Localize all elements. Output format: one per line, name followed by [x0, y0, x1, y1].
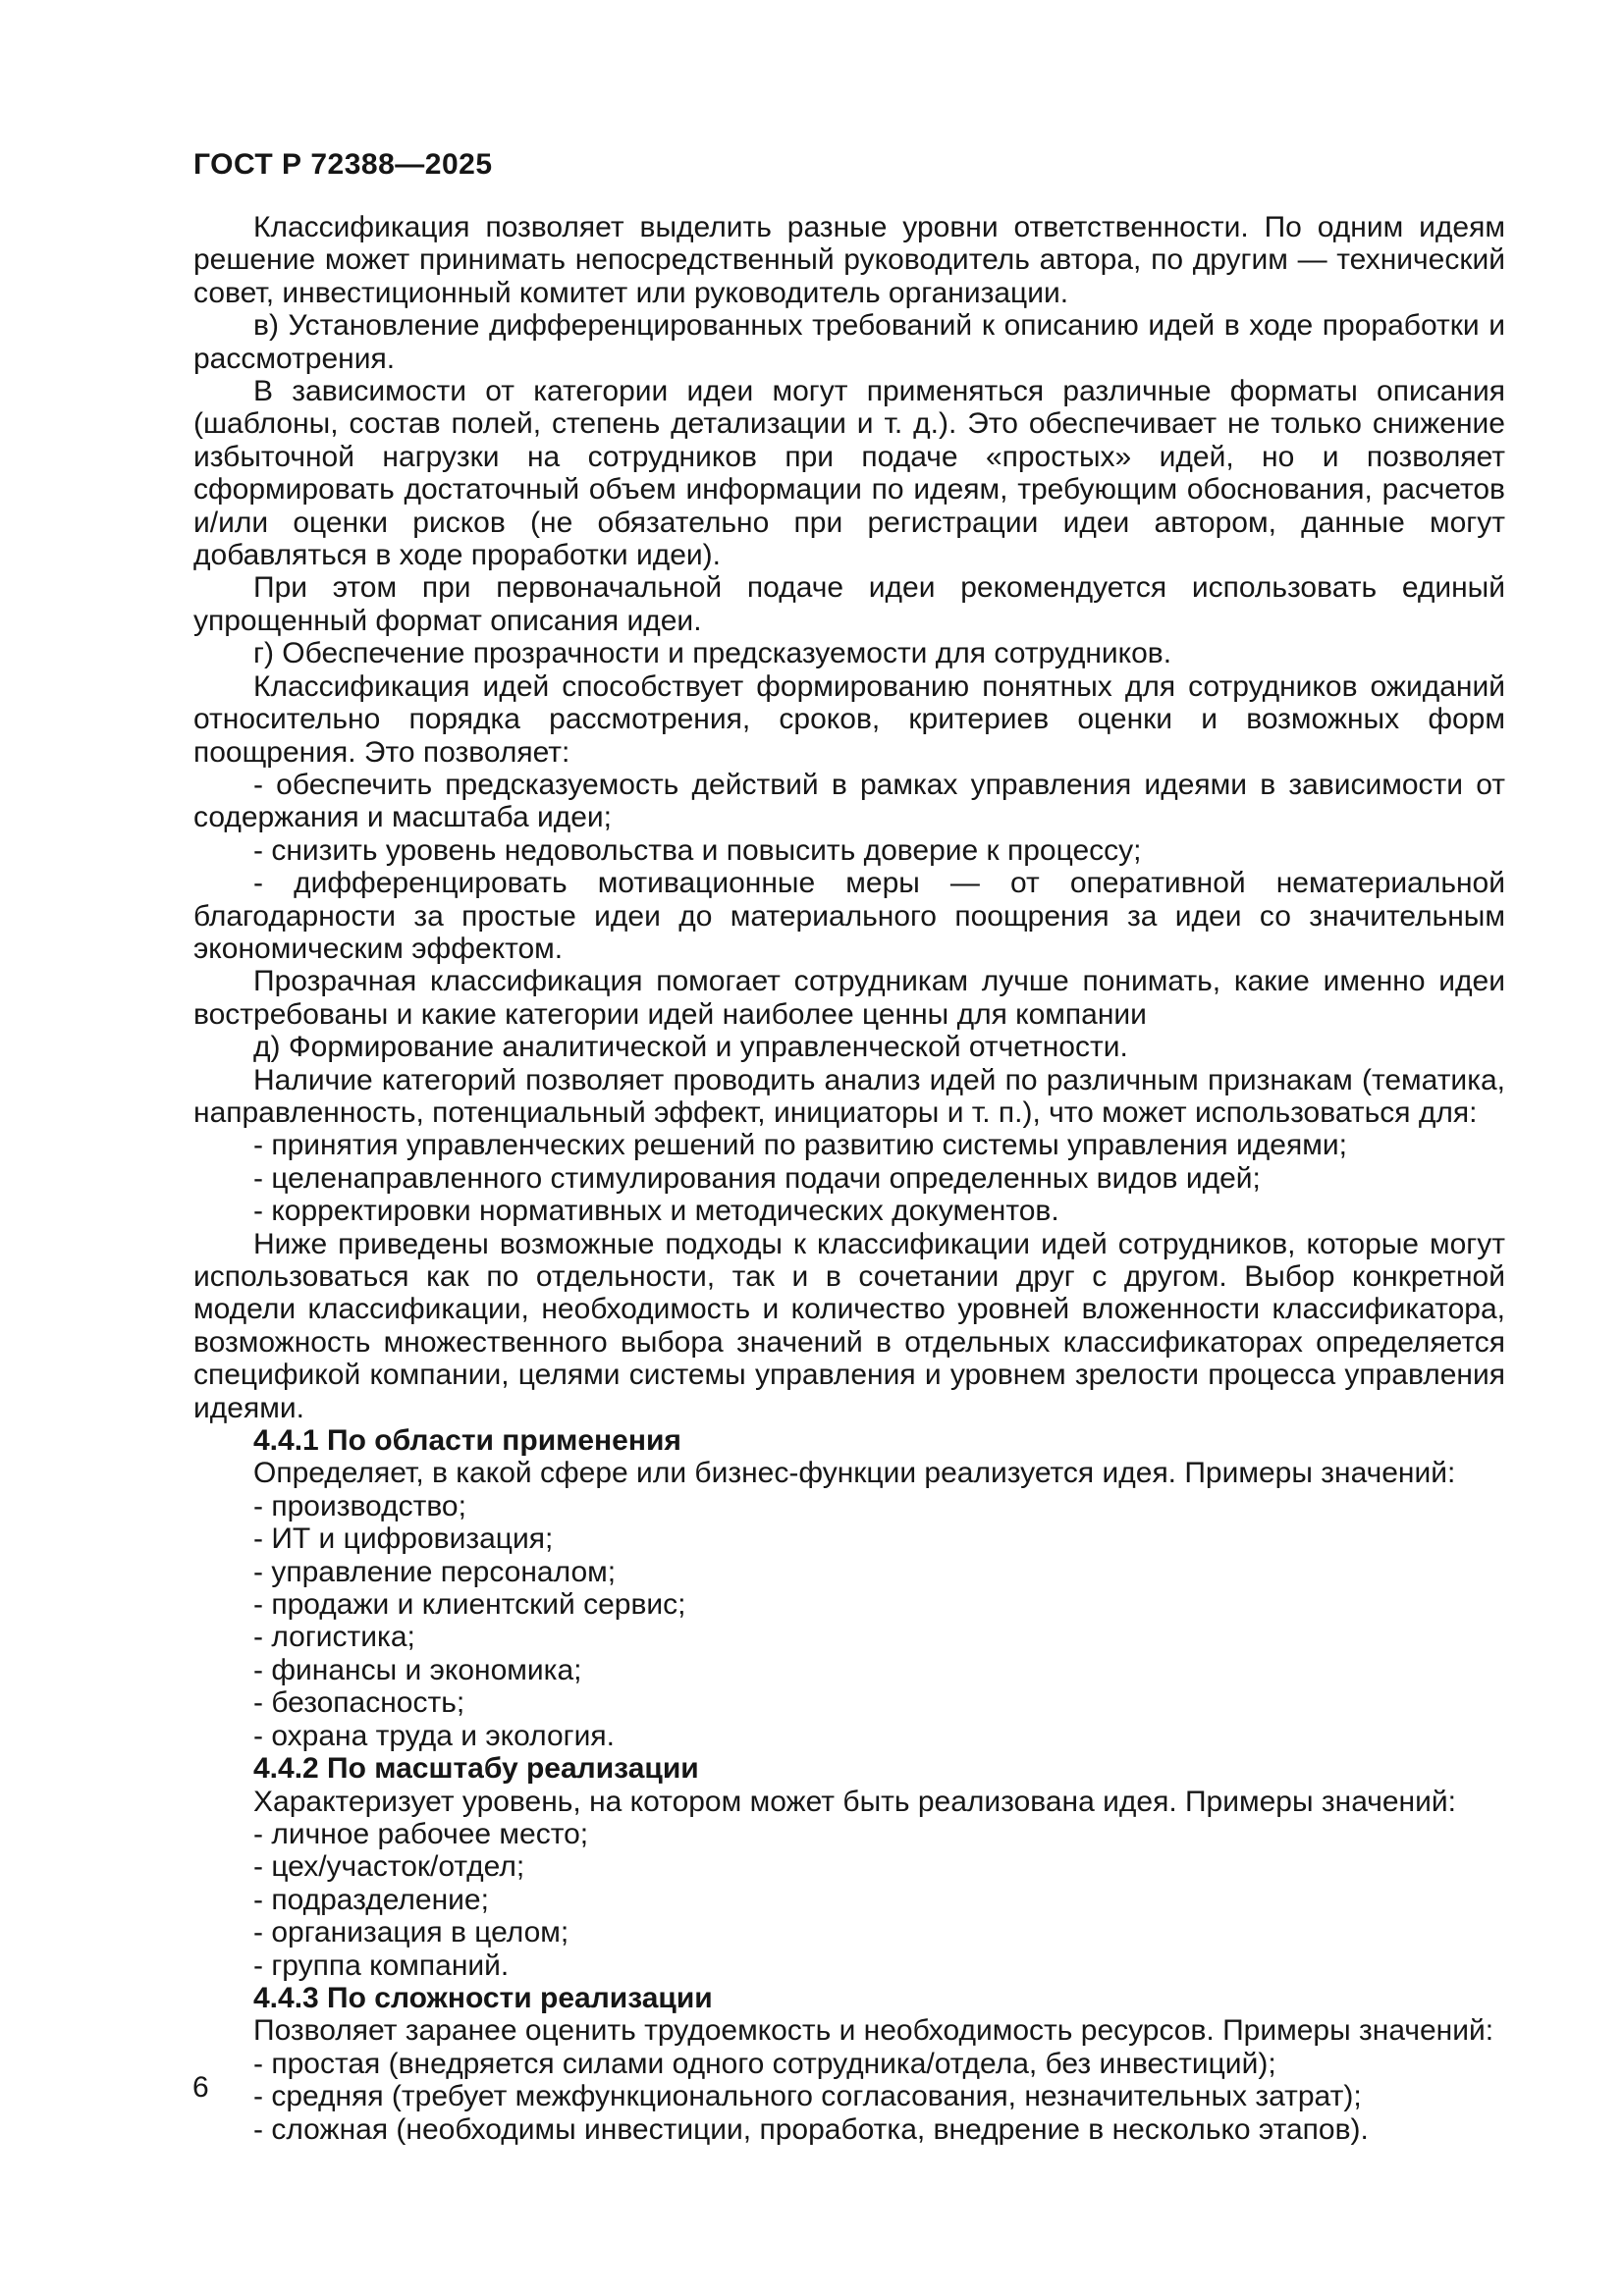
- text-block: Характеризует уровень, на котором может быть реализована идея. Примеры значений:: [253, 1785, 1456, 1818]
- text-block: 4.4.1 По области применения: [253, 1424, 681, 1458]
- text-block: - корректировки нормативных и методических документов.: [253, 1195, 1059, 1228]
- text-block: в) Установление дифференцированных требований к описанию идей в ходе проработки и рассмотрения.: [193, 309, 1505, 375]
- text-block: - группа компаний.: [253, 1949, 510, 1982]
- text-block: - организация в целом;: [253, 1916, 569, 1949]
- text-block: - охрана труда и экология.: [253, 1719, 615, 1752]
- text-block: Прозрачная классификация помогает сотрудникам лучше понимать, какие именно идеи востребованы и какие категории идей наиболее ценны для компании: [193, 965, 1505, 1031]
- document-code-header: ГОСТ Р 72388—2025: [193, 148, 493, 181]
- text-block: - подразделение;: [253, 1883, 489, 1916]
- text-block: - дифференцировать мотивационные меры — от оперативной нематериальной благодарности за простые идеи до материального поощрения за идеи со значительным экономическим эффектом.: [193, 867, 1505, 965]
- text-block: - снизить уровень недовольства и повысить доверие к процессу;: [253, 833, 1142, 867]
- text-block: - принятия управленческих решений по развитию системы управления идеями;: [253, 1129, 1347, 1162]
- text-block: - цех/участок/отдел;: [253, 1850, 525, 1884]
- text-block: - обеспечить предсказуемость действий в рамках управления идеями в зависимости от содержания и масштаба идеи;: [193, 768, 1505, 834]
- text-block: - логистика;: [253, 1621, 415, 1654]
- text-block: Позволяет заранее оценить трудоемкость и необходимость ресурсов. Примеры значений:: [253, 2014, 1494, 2048]
- text-block: Определяет, в какой сфере или бизнес-функции реализуется идея. Примеры значений:: [253, 1457, 1456, 1490]
- text-block: 4.4.3 По сложности реализации: [253, 1981, 713, 2014]
- page-number: 6: [192, 2071, 209, 2104]
- text-block: В зависимости от категории идеи могут применяться различные форматы описания (шаблоны, состав полей, степень детализации и т. д.). Это обеспечивает не только снижение избыточной нагрузки на сотрудников при подаче «простых» идей, но и позволяет сформировать достаточный объем информации по идеям, требующим обоснования, расчетов и/или оценки рисков (не обязательно при регистрации идеи автором, данные могут добавляться в ходе проработки идеи).: [193, 375, 1505, 572]
- text-block: - финансы и экономика;: [253, 1653, 582, 1686]
- text-block: - управление персоналом;: [253, 1555, 617, 1588]
- text-block: 4.4.2 По масштабу реализации: [253, 1752, 699, 1786]
- text-block: - личное рабочее место;: [253, 1817, 589, 1850]
- text-block: - производство;: [253, 1489, 466, 1522]
- document-body: [193, 211, 1505, 2146]
- text-block: Классификация позволяет выделить разные уровни ответственности. По одним идеям решение может принимать непосредственный руководитель автора, по другим — технический совет, инвестиционный комитет или руководитель организации.: [193, 211, 1505, 309]
- text-block: - продажи и клиентский сервис;: [253, 1588, 686, 1622]
- text-block: - ИТ и цифровизация;: [253, 1522, 554, 1556]
- text-block: - простая (внедряется силами одного сотрудника/отдела, без инвестиций);: [253, 2047, 1276, 2080]
- text-block: Наличие категорий позволяет проводить анализ идей по различным признакам (тематика, направленность, потенциальный эффект, инициаторы и т. п.), что может использоваться для:: [193, 1063, 1505, 1129]
- text-block: Ниже приведены возможные подходы к классификации идей сотрудников, которые могут использоваться как по отдельности, так и в сочетании друг с другом. Выбор конкретной модели классификации, необходимость и количество уровней вложенности классификатора, возможность множественного выбора значений в отдельных классификаторах определяется спецификой компании, целями системы управления и уровнем зрелости процесса управления идеями.: [193, 1227, 1505, 1424]
- text-block: г) Обеспечение прозрачности и предсказуемости для сотрудников.: [253, 637, 1172, 670]
- text-block: При этом при первоначальной подаче идеи рекомендуется использовать единый упрощенный формат описания идеи.: [193, 571, 1505, 637]
- text-block: Классификация идей способствует формированию понятных для сотрудников ожиданий относительно порядка рассмотрения, сроков, критериев оценки и возможных форм поощрения. Это позволяет:: [193, 669, 1505, 769]
- text-block: - сложная (необходимы инвестиции, проработка, внедрение в несколько этапов).: [253, 2112, 1369, 2146]
- text-block: - безопасность;: [253, 1686, 465, 1720]
- text-block: - средняя (требует межфункционального согласования, незначительных затрат);: [253, 2080, 1362, 2113]
- text-block: д) Формирование аналитической и управленческой отчетности.: [253, 1031, 1128, 1064]
- text-block: - целенаправленного стимулирования подачи определенных видов идей;: [253, 1161, 1261, 1195]
